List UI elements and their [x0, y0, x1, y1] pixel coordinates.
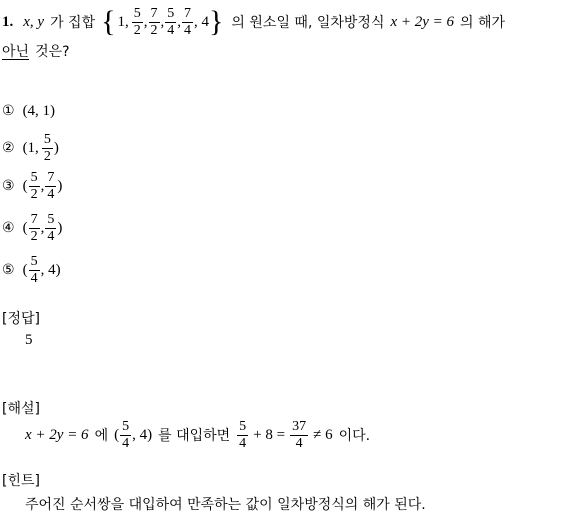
set-fraction: [165, 7, 176, 38]
question-intro: 가 집합: [50, 15, 96, 31]
choice-fraction: [45, 213, 56, 244]
denominator: 4: [295, 435, 303, 451]
substitution-fraction: [120, 420, 131, 451]
numerator: 7: [184, 5, 192, 21]
choice-number: ③: [2, 178, 15, 194]
hint-text: 주어진 순서쌍을 대입하여 만족하는 값이 일차방정식의 해가 된다.: [25, 497, 426, 513]
denominator: 2: [30, 228, 38, 244]
set-close-brace: }: [209, 5, 224, 38]
choice-text-end: ): [53, 139, 59, 156]
question-underlined-word: 아닌: [2, 44, 30, 60]
question-ending: 것은?: [35, 44, 70, 60]
choice-fraction: [29, 213, 40, 244]
choice-number: ②: [2, 140, 15, 156]
denominator: 2: [133, 22, 141, 38]
explanation-particle: 에: [94, 428, 109, 444]
choice-number: ⑤: [2, 262, 15, 278]
choice-4: ④ ( $\frac{7}{2}$ , $\frac{5}{4}$ ): [2, 211, 63, 244]
denominator: 4: [47, 228, 55, 244]
set-element-last: , 4: [194, 13, 210, 30]
denominator: 4: [184, 22, 192, 38]
numerator: 7: [30, 211, 38, 227]
choice-fraction: [29, 171, 40, 202]
explanation-label: [해설]: [2, 401, 40, 417]
answer-label: [정답]: [2, 311, 40, 327]
explanation-ending: 이다.: [338, 428, 371, 444]
explanation-equation: x + 2y = 6: [25, 426, 89, 443]
explanation-line: [25, 416, 370, 454]
denominator: 2: [30, 186, 38, 202]
denominator: 4: [167, 22, 175, 38]
denominator: 4: [47, 186, 55, 202]
numerator: 37: [292, 418, 307, 434]
numerator: 7: [150, 5, 158, 21]
choice-3: ③ ( $\frac{5}{2}$ , $\frac{7}{4}$ ): [2, 169, 63, 202]
choice-text-end: ): [57, 219, 63, 236]
hint-label: [힌트]: [2, 473, 40, 489]
choice-text: (: [22, 219, 28, 236]
explanation-plus-equals: + 8 =: [253, 426, 286, 443]
set-fraction: [149, 7, 160, 38]
set-element-first: 1,: [117, 13, 129, 30]
answer-value: 5: [25, 332, 33, 348]
numerator: 5: [239, 418, 247, 434]
substitution-close: , 4): [132, 426, 153, 443]
substitution-open: (: [114, 426, 120, 443]
choice-text: (: [22, 261, 28, 278]
question-text-after: 의 원소일 때, 일차방정식: [231, 15, 385, 31]
denominator: 4: [239, 435, 247, 451]
choice-text: (4, 1): [22, 102, 56, 119]
explanation-not-equal: ≠ 6: [313, 426, 333, 443]
denominator: 2: [150, 22, 158, 38]
choice-fraction: [42, 133, 53, 164]
question-equation: x + 2y = 6: [390, 13, 455, 30]
choice-text-end: , 4): [40, 261, 61, 278]
question-text-end: 의 해가: [460, 15, 506, 31]
denominator: 4: [30, 270, 38, 286]
question-variables: x, y: [23, 13, 45, 30]
choice-text: (1,: [22, 139, 39, 156]
set-open-brace: {: [101, 5, 116, 38]
numerator: 5: [30, 253, 38, 269]
result-fraction-b: [290, 420, 308, 451]
result-fraction-a: [237, 420, 248, 451]
numerator: 5: [47, 211, 55, 227]
choice-2: [2, 130, 59, 166]
numerator: 5: [133, 5, 141, 21]
question-line-2: [2, 40, 70, 62]
question-number: 1.: [2, 13, 14, 30]
set-fraction: [132, 7, 143, 38]
denominator: 4: [122, 435, 130, 451]
choice-text: (: [22, 177, 28, 194]
choice-fraction: [29, 255, 40, 286]
choice-1: [2, 100, 55, 122]
choice-text-end: ): [57, 177, 63, 194]
denominator: 2: [43, 148, 51, 164]
numerator: 5: [122, 418, 130, 434]
numerator: 7: [47, 169, 55, 185]
numerator: 5: [30, 169, 38, 185]
choice-number: ④: [2, 220, 15, 236]
numerator: 5: [43, 131, 51, 147]
choice-number: ①: [2, 103, 15, 119]
numerator: 5: [167, 5, 175, 21]
choice-5: [2, 252, 61, 288]
explanation-substitute-text: 를 대입하면: [158, 428, 231, 444]
choice-fraction: [45, 171, 56, 202]
question-line-1: 1. x, y 가 집합 { 1, $\frac{5}{2}$ , $\frac{7}{2}$ , $\frac{5}{4}$ , $\frac{7}{4}$ , 4 } 의 원소일 때, 일차방정식 x + 2y = 6 의 해가: [2, 5, 506, 38]
set-fraction: [182, 7, 193, 38]
